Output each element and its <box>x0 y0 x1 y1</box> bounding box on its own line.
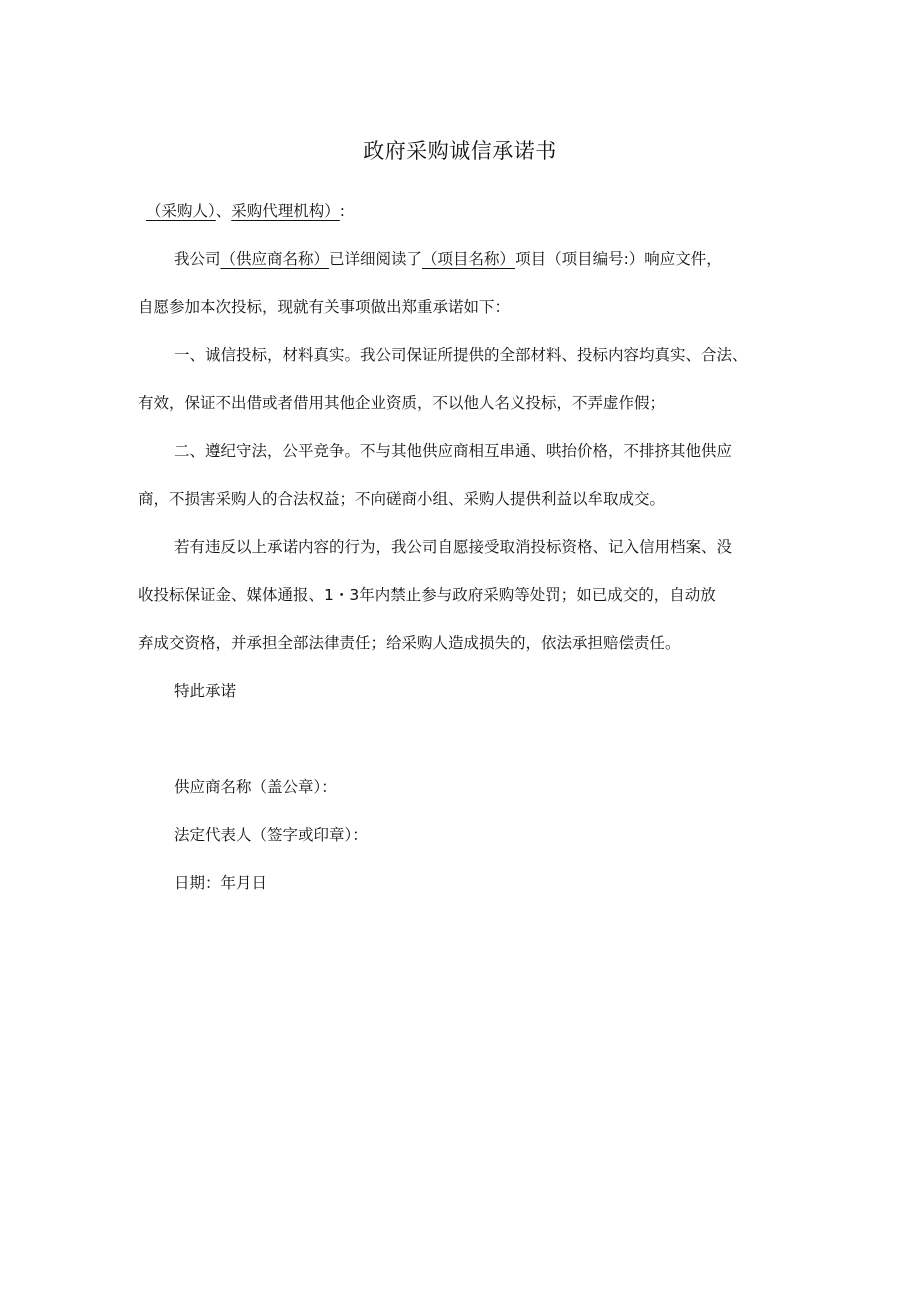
intro-text-1: 我公司 <box>174 250 221 268</box>
addressee-agency: 采购代理机构） <box>231 202 340 220</box>
intro-line-1 <box>138 235 788 283</box>
legal-rep-signature-field: 法定代表人（签字或印章）： <box>174 826 368 844</box>
spacer <box>138 715 788 763</box>
document-title: 政府采购诚信承诺书 <box>363 139 557 163</box>
supplier-name-blank: （供应商名称） <box>220 250 330 268</box>
date-field: 日期：年月日 <box>174 874 268 892</box>
clause2-line-2: 商，不损害采购人的合法权益；不向磋商小组、采购人提供利益以牟取成交。 <box>138 490 666 508</box>
violation-line-2: 收投标保证金、媒体通报、1・3年内禁止参与政府采购等处罚；如已成交的，自动放 <box>138 586 716 604</box>
closing-text: 特此承诺 <box>174 682 237 700</box>
addressee-line <box>138 187 788 235</box>
intro-line-2: 自愿参加本次投标，现就有关事项做出郑重承诺如下： <box>138 298 511 316</box>
violation-line-1: 若有违反以上承诺内容的行为，我公司自愿接受取消投标资格、记入信用档案、没 <box>174 538 733 556</box>
addressee-colon: : <box>339 202 346 220</box>
addressee-separator: 、 <box>215 202 232 220</box>
clause2-line-1: 二、遵纪守法，公平竞争。不与其他供应商相互串通、哄抬价格，不排挤其他供应 <box>174 442 733 460</box>
clause1-line-1: 一、诚信投标，材料真实。我公司保证所提供的全部材料、投标内容均真实、合法、 <box>174 346 748 364</box>
supplier-seal-field: 供应商名称（盖公章）： <box>174 778 337 796</box>
intro-text-3: 项目（项目编号:）响应文件， <box>515 250 722 268</box>
addressee-purchaser: （采购人） <box>146 202 216 220</box>
clause1-line-2: 有效，保证不出借或者借用其他企业资质，不以他人名义投标，不弄虚作假； <box>138 394 666 412</box>
project-name-blank: （项目名称） <box>422 250 516 268</box>
violation-line-3: 弃成交资格，并承担全部法律责任；给采购人造成损失的，依法承担赔偿责任。 <box>138 634 681 652</box>
intro-text-2: 已详细阅读了 <box>329 250 423 268</box>
document-body <box>138 187 788 907</box>
